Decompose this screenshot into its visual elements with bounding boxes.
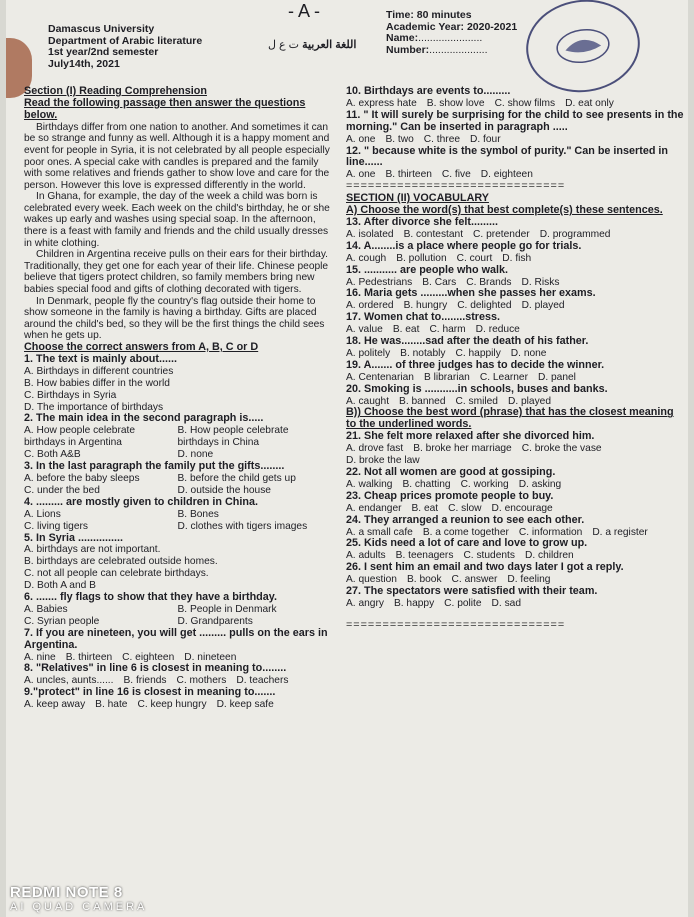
option: D. Both A and B: [24, 580, 96, 592]
watermark-line1: REDMI NOTE 8: [10, 884, 123, 901]
question-block: [346, 146, 684, 182]
option: A. politely: [346, 347, 391, 359]
option: A. express hate: [346, 97, 417, 109]
stamp-emblem-icon: [551, 22, 616, 70]
option: A. a small cafe: [346, 526, 413, 538]
exam-time: Time: 80 minutes: [386, 9, 472, 21]
option: C. not all people can celebrate birthdays.: [24, 568, 209, 580]
arabic-subject: [238, 40, 356, 52]
passage-paragraph: In Ghana, for example, the day of the week a child was born is celebrated every week. Each week on the child's birthday, he or she wakes up early and washes using special soap. In the afternoon, there is a feast with family and friends and the child usually dresses in white clothing.: [24, 191, 330, 249]
academic-year: Academic Year: 2020-2021: [386, 20, 518, 33]
header-left: [48, 24, 202, 70]
question-block: [346, 110, 684, 146]
exam-date: July14th, 2021: [48, 57, 120, 70]
option: C. harm: [429, 324, 466, 336]
question-block: [24, 687, 336, 711]
option: C. under the bed: [24, 484, 100, 496]
option: A. before the baby sleeps: [24, 472, 140, 484]
options: [346, 372, 684, 384]
option: C. working: [460, 478, 509, 490]
option: D. panel: [537, 371, 576, 383]
options: [346, 229, 684, 241]
department-name: Department of Arabic literature: [48, 34, 203, 47]
option: A. drove fast: [346, 443, 404, 455]
option: C. happily: [455, 347, 501, 359]
option: A. question: [346, 574, 397, 586]
options: [24, 366, 336, 414]
option: B. eat: [392, 324, 420, 336]
question-block: [346, 336, 684, 360]
question-text: 11. " It will surely be surprising for the child to see presents in the morning." Can be inserted in paragraph .....: [346, 108, 684, 133]
question-text: 27. The spectators were satisfied with their team.: [346, 585, 598, 598]
options: [346, 598, 684, 610]
section1-title: Section (I) Reading Comprehension: [24, 85, 207, 97]
passage-paragraph: Birthdays differ from one nation to another. And sometimes it can be so strange and funny as well. Although it is a happy moment and event for people in Syria, it is not celebrated by all people especially poor ones. A special cake with candles is prepared and the family with some relatives and friends gather to show love and care for the person. However this love is expressed differently in the world.: [24, 121, 330, 191]
options: [346, 134, 684, 146]
question-block: [346, 265, 684, 289]
option: A. Birthdays in different countries: [24, 365, 174, 377]
question-block: [346, 312, 684, 336]
option: B. happy: [393, 597, 435, 609]
camera-watermark: [10, 884, 147, 913]
option: D. children: [524, 550, 574, 562]
option: A. one: [346, 133, 376, 145]
question-text: 24. They arranged a reunion to see each other.: [346, 513, 585, 526]
question-block: [346, 360, 684, 384]
options: [24, 604, 336, 628]
question-text: 26. I sent him an email and two days later I got a reply.: [346, 561, 624, 574]
question-text: 20. Smoking is ...........in schools, buses and banks.: [346, 382, 608, 395]
option: B. chatting: [402, 478, 451, 490]
question-text: 21. She felt more relaxed after she divorced him.: [346, 430, 595, 443]
option: C. Both A&B: [24, 449, 81, 461]
option: A. keep away: [24, 699, 86, 711]
option: B. notably: [400, 347, 446, 359]
option: D. played: [521, 300, 565, 312]
question-text: 16. Maria gets .........when she passes her exams.: [346, 287, 596, 300]
option: A. Pedestrians: [346, 276, 413, 288]
option: D. keep safe: [216, 699, 274, 711]
option: B. before the child gets up: [177, 472, 296, 484]
name-label: Name:: [386, 32, 419, 44]
option: C. slow: [448, 502, 482, 514]
option: D. nineteen: [184, 651, 237, 663]
options: [346, 503, 684, 515]
question-block: [24, 592, 336, 628]
option: A. birthdays are not important.: [24, 544, 161, 556]
options: [24, 509, 336, 533]
option: D. reduce: [475, 324, 520, 336]
question-block: [346, 431, 684, 467]
university-name: Damascus University: [48, 23, 155, 35]
option: B. Cars: [422, 276, 457, 288]
option: A. nine: [24, 651, 56, 663]
footer-separator: ==============================: [346, 619, 566, 631]
question-text: 23. Cheap prices promote people to buy.: [346, 489, 554, 502]
question-block: [24, 461, 336, 497]
options: [346, 443, 684, 467]
option: D. none: [177, 449, 214, 461]
option: D. teachers: [236, 675, 289, 687]
question-text: 12. " because white is the symbol of purity." Can be inserted in line......: [346, 144, 669, 169]
option: B. hate: [95, 699, 128, 711]
number-label: Number:: [386, 43, 430, 56]
option: B. a come together: [422, 526, 509, 538]
question-text: 14. A........is a place where people go for trials.: [346, 239, 582, 252]
option: C. Birthdays in Syria: [24, 389, 117, 401]
question-block: [346, 288, 684, 312]
options: [24, 425, 336, 461]
option: A. How people celebrate birthdays in Argentina: [24, 425, 135, 449]
option: D. Grandparents: [177, 615, 253, 627]
passage-paragraph: Children in Argentina receive pulls on their ears for their birthday. Traditionally, they get one for each year of their life. Chinese people believe that tigers protect children, so family members bring new babies special food and gifts of clothing decorated with tigers.: [24, 249, 329, 296]
option: A. walking: [346, 478, 393, 490]
options: [346, 253, 684, 265]
question-text: 17. Women chat to........stress.: [346, 311, 501, 324]
option: C. broke the vase: [521, 443, 602, 455]
option: B. show love: [426, 97, 485, 109]
option: C. information: [518, 526, 583, 538]
watermark-line2: AI QUAD CAMERA: [10, 901, 148, 913]
option: B. thirteen: [65, 651, 113, 663]
option: B. friends: [123, 675, 167, 687]
question-text: 2. The main idea in the second paragraph is.....: [24, 412, 264, 425]
option: D. four: [470, 133, 501, 145]
option: B. hungry: [403, 300, 448, 312]
option: B. How people celebrate birthdays in China: [177, 425, 289, 449]
option: C. eighteen: [122, 651, 175, 663]
option: C. students: [463, 550, 515, 562]
option: D. Risks: [521, 276, 560, 288]
option: C. five: [441, 169, 471, 181]
option: D. asking: [518, 478, 562, 490]
option: A. angry: [346, 597, 384, 609]
question-block: [346, 586, 684, 610]
question-block: [346, 86, 684, 110]
option: B. How babies differ in the world: [24, 377, 170, 389]
option: B. pollution: [396, 252, 447, 264]
right-column: [346, 86, 684, 632]
option: C. keep hungry: [137, 699, 207, 711]
option: D. clothes with tigers images: [177, 520, 308, 532]
question-block: [24, 354, 336, 414]
question-text: 22. Not all women are good at gossiping.: [346, 466, 556, 478]
question-text: 19. A....... of three judges has to decide the winner.: [346, 358, 605, 371]
question-text: 25. Kids need a lot of care and love to grow up.: [346, 537, 588, 550]
option: B. Bones: [177, 508, 219, 520]
option: A. isolated: [346, 228, 394, 240]
number-line: [386, 45, 517, 57]
option: B. thirteen: [385, 169, 432, 181]
question-text: 3. In the last paragraph the family put the gifts........: [24, 460, 285, 473]
question-block: [346, 217, 684, 241]
option: B. teenagers: [395, 550, 454, 562]
question-text: 18. He was........sad after the death of his father.: [346, 335, 589, 348]
section2-part-b: B)) Choose the best word (phrase) that has the closest meaning to the underlined words.: [346, 406, 674, 431]
question-block: [346, 491, 684, 515]
option: C. smiled: [455, 395, 498, 407]
choose-instruction: Choose the correct answers from A, B, C or D: [24, 341, 259, 353]
option: A. value: [346, 324, 383, 336]
option: A. uncles, aunts......: [24, 675, 114, 687]
option: C. Learner: [479, 371, 528, 383]
question-text: 8. "Relatives" in line 6 is closest in meaning to........: [24, 662, 287, 675]
question-block: [346, 515, 684, 539]
option: C. living tigers: [24, 520, 88, 532]
number-dots: ....................: [429, 43, 488, 56]
option: C. three: [423, 133, 461, 145]
option: A. Babies: [24, 603, 68, 615]
exam-sheet: [6, 0, 688, 917]
section2-title: SECTION (II) VOCABULARY: [346, 192, 489, 205]
question-text: 7. If you are nineteen, you will get ......... pulls on the ears in Argentina.: [24, 626, 328, 651]
question-block: [24, 497, 336, 533]
arabic-note: ت ع ل: [268, 39, 300, 51]
option: D. fish: [502, 252, 532, 264]
option: A. endanger: [346, 502, 402, 514]
version-mark: - A -: [288, 1, 321, 21]
option: C. court: [456, 252, 493, 264]
option: D. broke the law: [346, 455, 420, 467]
header-right: [386, 10, 517, 56]
option: B. birthdays are celebrated outside homes.: [24, 556, 218, 568]
option: D. The importance of birthdays: [24, 401, 164, 413]
option: B. People in Denmark: [177, 603, 277, 615]
options: [346, 169, 684, 181]
options: [24, 473, 336, 497]
question-block: [24, 663, 336, 687]
option: C. pretender: [473, 228, 530, 240]
option: D. none: [510, 347, 547, 359]
section-separator: ==============================: [346, 181, 566, 193]
question-block: [24, 533, 336, 593]
question-text: 5. In Syria ...............: [24, 531, 124, 544]
section2-part-a: A) Choose the word(s) that best complete(s) these sentences.: [346, 204, 663, 217]
option: B. book: [406, 574, 442, 586]
question-block: [346, 467, 684, 491]
option: D. played: [507, 395, 552, 407]
option: C. Syrian people: [24, 615, 100, 627]
passage-paragraph: In Denmark, people fly the country's flag outside their home to show someone in the family is having a birthday. Gifts are placed around the child's bed, so they will be the first things the child sees when he gets up.: [24, 295, 325, 342]
question-block: [346, 562, 684, 586]
arabic-subject-text: اللغة العربية: [302, 39, 357, 51]
question-block: [346, 384, 684, 408]
question-text: 15. ........... are people who walk.: [346, 263, 509, 276]
option: A. one: [346, 169, 376, 181]
question-text: 6. ....... fly flags to show that they have a birthday.: [24, 591, 277, 604]
option: A. Centenarian: [346, 371, 414, 383]
name-dots: ......................: [418, 32, 483, 44]
option: A. cough: [346, 252, 387, 264]
option: B. banned: [399, 395, 446, 407]
option: D. feeling: [507, 574, 551, 586]
university-stamp: [520, 0, 646, 99]
options: [24, 699, 336, 711]
option: D. a register: [592, 526, 648, 538]
year-semester: 1st year/2nd semester: [48, 46, 159, 58]
option: C. polite: [444, 597, 482, 609]
option: D. encourage: [491, 502, 553, 514]
left-column: [24, 86, 336, 711]
right-questions-b: [346, 217, 684, 408]
option: A. adults: [346, 550, 386, 562]
option: C. Brands: [466, 276, 512, 288]
option: D. sad: [491, 597, 521, 609]
right-questions-a: [346, 86, 684, 181]
option: D. eighteen: [480, 169, 533, 181]
option: A. ordered: [346, 300, 394, 312]
option: A. caught: [346, 395, 390, 407]
option: C. show films: [494, 97, 556, 109]
option: C. delighted: [457, 300, 512, 312]
question-text: 9."protect" in line 16 is closest in meaning to.......: [24, 686, 276, 699]
question-text: 10. Birthdays are events to.........: [346, 85, 511, 97]
option: A. Lions: [24, 508, 61, 520]
question-text: 4. ......... are mostly given to children in China.: [24, 495, 258, 508]
passage: [24, 122, 336, 342]
option: C. mothers: [176, 675, 227, 687]
question-block: [24, 413, 336, 461]
right-questions-c: [346, 431, 684, 610]
section1-instruction: Read the following passage then answer the questions below.: [24, 96, 306, 121]
question-block: [346, 241, 684, 265]
option: D. programmed: [539, 228, 611, 240]
option: D. eat only: [565, 97, 614, 109]
question-block: [24, 628, 336, 664]
question-text: 1. The text is mainly about......: [24, 352, 177, 365]
option: B librarian: [423, 371, 470, 383]
option: B. contestant: [403, 228, 464, 240]
option: C. answer: [451, 574, 498, 586]
option: B. eat: [411, 502, 439, 514]
left-questions: [24, 354, 336, 711]
option: D. outside the house: [177, 484, 271, 496]
question-text: 13. After divorce she felt.........: [346, 215, 499, 228]
options: [24, 544, 336, 592]
question-block: [346, 538, 684, 562]
option: B. broke her marriage: [413, 443, 512, 455]
option: B. two: [385, 133, 414, 145]
